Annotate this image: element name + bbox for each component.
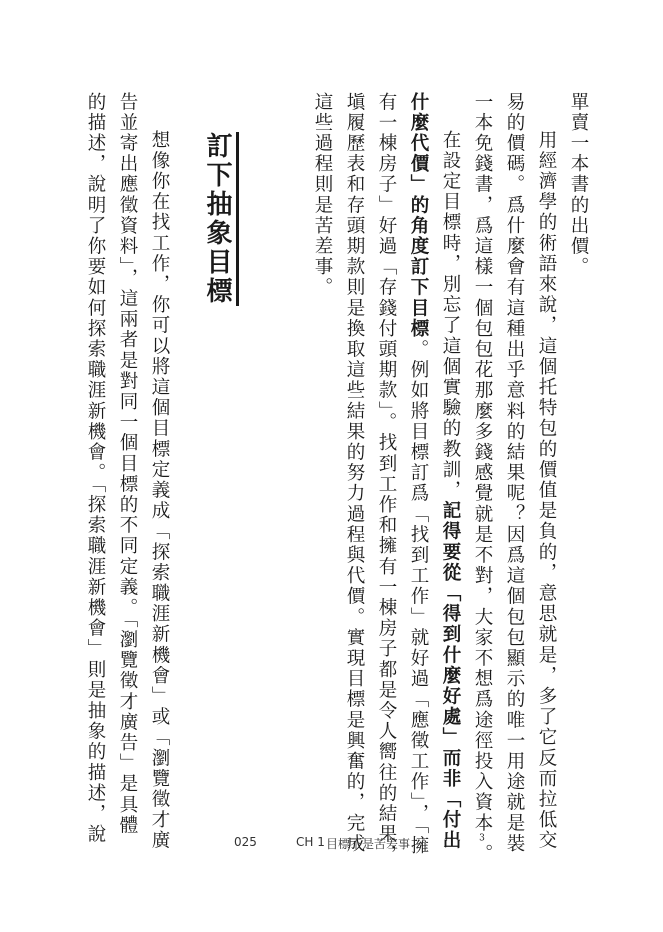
paragraph-text: 一本免錢書，爲這樣一個包包花那麼多錢感覺就是不對，大家不想爲途徑投入資本 (472, 92, 493, 834)
emphasis-text: 記得要從「得到什麼好處」而非「付出 (440, 500, 461, 852)
paragraph-text: 想像你在找工作，你可以將這個目標定義成「探索職涯新機會」或「瀏覽徵才廣 (149, 130, 170, 851)
text-column-8 (341, 92, 365, 855)
paragraph-text: 易的價碼。爲什麼會有這種出乎意料的結果呢？因爲這個包包顯示的唯一用途就是裝 (504, 92, 525, 855)
paragraph-text: 告並寄出應徵資料」，這兩者是對同一個目標的不同定義。「瀏覽徵才廣告」是具體 (117, 92, 138, 836)
chapter-title: 目標不是苦差事 (326, 837, 411, 851)
paragraph-text: 這些過程則是苦差事。 (312, 92, 333, 298)
paragraph-text: 的描述，說明了你要如何探索職涯新機會。「探索職涯新機會」則是抽象的描述，說 (85, 92, 106, 845)
paragraph-text: 有一棟房子」好過「存錢付頭期款」。找到工作和擁有一棟房子都是令人嚮往的結果， (376, 92, 397, 866)
text-column-4 (469, 92, 493, 865)
text-column-12 (82, 92, 106, 845)
footnote-marker: 3 (477, 833, 487, 844)
emphasis-text: 什麼代價」的角度訂下目標 (408, 92, 429, 340)
text-column-10 (146, 92, 170, 851)
text-column-7 (373, 92, 397, 866)
paragraph-text: 塡履歷表和存頭期款則是換取這些結果的努力過程與代價。實現目標是興奮的，完成 (344, 92, 365, 855)
text-column-3 (501, 92, 525, 855)
paragraph-text: 單賣一本書的出價。 (568, 92, 589, 278)
paragraph-text: 用經濟學的術語來說，這個托特包的價值是負的，意思就是，多了它反而拉低交 (536, 130, 557, 851)
text-column-2 (533, 92, 557, 851)
paragraph-text: 在設定目標時，別忘了這個實驗的教訓， (440, 130, 461, 501)
text-column-6 (405, 92, 429, 857)
text-column-9 (309, 92, 331, 792)
paragraph-text-end: 。 (472, 843, 493, 865)
section-heading: 訂下抽象目標 (200, 132, 239, 306)
text-column-1 (565, 92, 587, 792)
text-column-11 (114, 92, 138, 836)
paragraph-text: 。例如將目標訂爲「找到工作」就好過「應徵工作」，「擁 (408, 339, 429, 857)
page-number: 025 (234, 835, 257, 849)
text-column-5 (437, 92, 461, 852)
chapter-label: CH 1 (296, 835, 325, 849)
